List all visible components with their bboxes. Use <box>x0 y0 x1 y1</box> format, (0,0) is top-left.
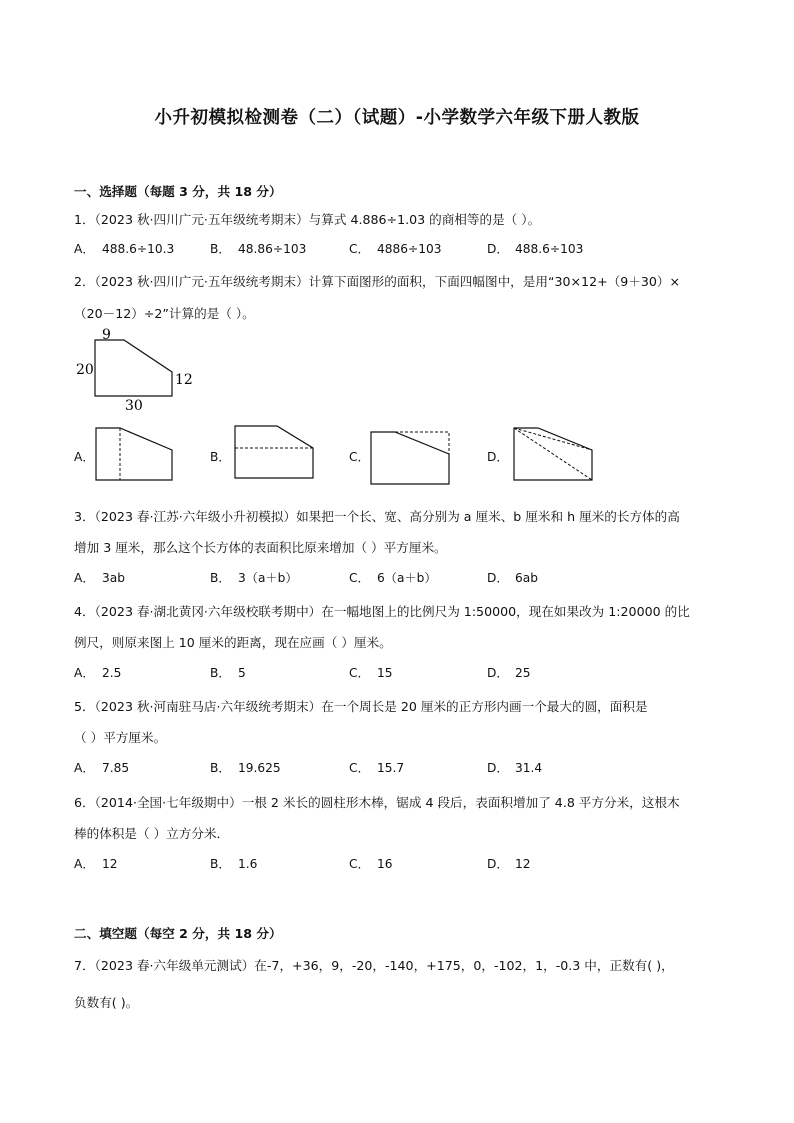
option-d[interactable]: D． 6ab <box>487 571 538 585</box>
option-b[interactable]: B． 48.86÷103 <box>210 242 307 256</box>
option-d[interactable]: D． 25 <box>487 666 531 680</box>
page-title: 小升初模拟检测卷（二）（试题）-小学数学六年级下册人教版 <box>154 108 640 128</box>
option-d[interactable]: D． 12 <box>487 857 531 871</box>
question-7-line-1: 7．（2023 春·六年级单元测试）在-7，+36，9，-20，-140，+175，0，-102，1，-0.3 中，正数有( )， <box>74 958 674 973</box>
composite-shape <box>95 340 172 396</box>
question-5-line-1: 5．（2023 秋·河南驻马店·六年级统考期末）在一个周长是 20 厘米的正方形内画一个最大的圆，面积是 <box>74 699 648 714</box>
label-right: 12 <box>175 372 193 388</box>
option-b[interactable]: B． 3（a＋b） <box>210 571 298 585</box>
question-2-option-a-label[interactable]: A． <box>74 450 95 464</box>
label-left: 20 <box>76 362 94 378</box>
option-a[interactable]: A． 7.85 <box>74 761 130 775</box>
question-2-line-2: （20－12）÷2”计算的是（ ）。 <box>74 306 255 321</box>
option-b[interactable]: B． 1.6 <box>210 857 258 871</box>
question-3-line-1: 3．（2023 春·江苏·六年级小升初模拟）如果把一个长、宽、高分别为 a 厘米、b 厘米和 h 厘米的长方体的高 <box>74 509 680 524</box>
question-2-line-1: 2．（2023 秋·四川广元·五年级统考期末）计算下面图形的面积，下面四幅图中，是用“30×12+（9＋30）× <box>74 274 681 289</box>
question-2-option-b-figure[interactable] <box>233 424 319 482</box>
option-a[interactable]: A． 3ab <box>74 571 125 585</box>
option-c[interactable]: C． 6（a＋b） <box>349 571 437 585</box>
question-6-options <box>74 855 734 873</box>
question-3-options <box>74 569 734 587</box>
question-6-line-2: 棒的体积是（ ）立方分米． <box>74 826 230 841</box>
question-4-line-2: 例尺，则原来图上 10 厘米的距离，现在应画（ ）厘米。 <box>74 635 392 650</box>
option-a[interactable]: A． 488.6÷10.3 <box>74 242 175 256</box>
question-4-options <box>74 664 734 682</box>
question-4-line-1: 4．（2023 春·湖北黄冈·六年级校联考期中）在一幅地图上的比例尺为 1:50000，现在如果改为 1:20000 的比 <box>74 604 690 619</box>
question-2-option-d-label[interactable]: D． <box>487 450 509 464</box>
option-d[interactable]: D． 488.6÷103 <box>487 242 584 256</box>
option-b[interactable]: B． 19.625 <box>210 761 281 775</box>
option-c[interactable]: C． 15 <box>349 666 393 680</box>
option-c[interactable]: C． 4886÷103 <box>349 242 442 256</box>
label-top: 9 <box>102 327 111 343</box>
option-d[interactable]: D． 31.4 <box>487 761 543 775</box>
option-c[interactable]: C． 15.7 <box>349 761 405 775</box>
question-2-trapezoid-figure <box>74 326 204 412</box>
question-5-line-2: （ ）平方厘米。 <box>74 730 167 745</box>
label-bottom: 30 <box>125 398 143 412</box>
option-a[interactable]: A． 2.5 <box>74 666 122 680</box>
option-a[interactable]: A． 12 <box>74 857 118 871</box>
question-2-option-a-figure[interactable] <box>94 426 180 484</box>
question-5-options <box>74 759 734 777</box>
option-c[interactable]: C． 16 <box>349 857 393 871</box>
question-2-option-c-label[interactable]: C． <box>349 450 370 464</box>
question-6-line-1: 6．（2014·全国·七年级期中）一根 2 米长的圆柱形木棒，锯成 4 段后，表面积增加了 4.8 平方分米，这根木 <box>74 795 680 810</box>
question-3-line-2: 增加 3 厘米，那么这个长方体的表面积比原来增加（ ）平方厘米。 <box>74 540 447 555</box>
question-2-option-d-figure[interactable] <box>512 426 598 484</box>
question-7-line-2: 负数有( )。 <box>74 995 139 1010</box>
question-1-options <box>74 240 734 258</box>
question-1-text: 1．（2023 秋·四川广元·五年级统考期末）与算式 4.886÷1.03 的商相等的是（ ）。 <box>74 212 541 227</box>
option-b[interactable]: B． 5 <box>210 666 246 680</box>
section-heading-fill-in: 二、填空题（每空 2 分，共 18 分） <box>74 926 282 941</box>
question-2-option-b-label[interactable]: B． <box>210 450 231 464</box>
section-heading-choice: 一、选择题（每题 3 分，共 18 分） <box>74 184 282 199</box>
question-2-option-c-figure[interactable] <box>369 430 453 488</box>
